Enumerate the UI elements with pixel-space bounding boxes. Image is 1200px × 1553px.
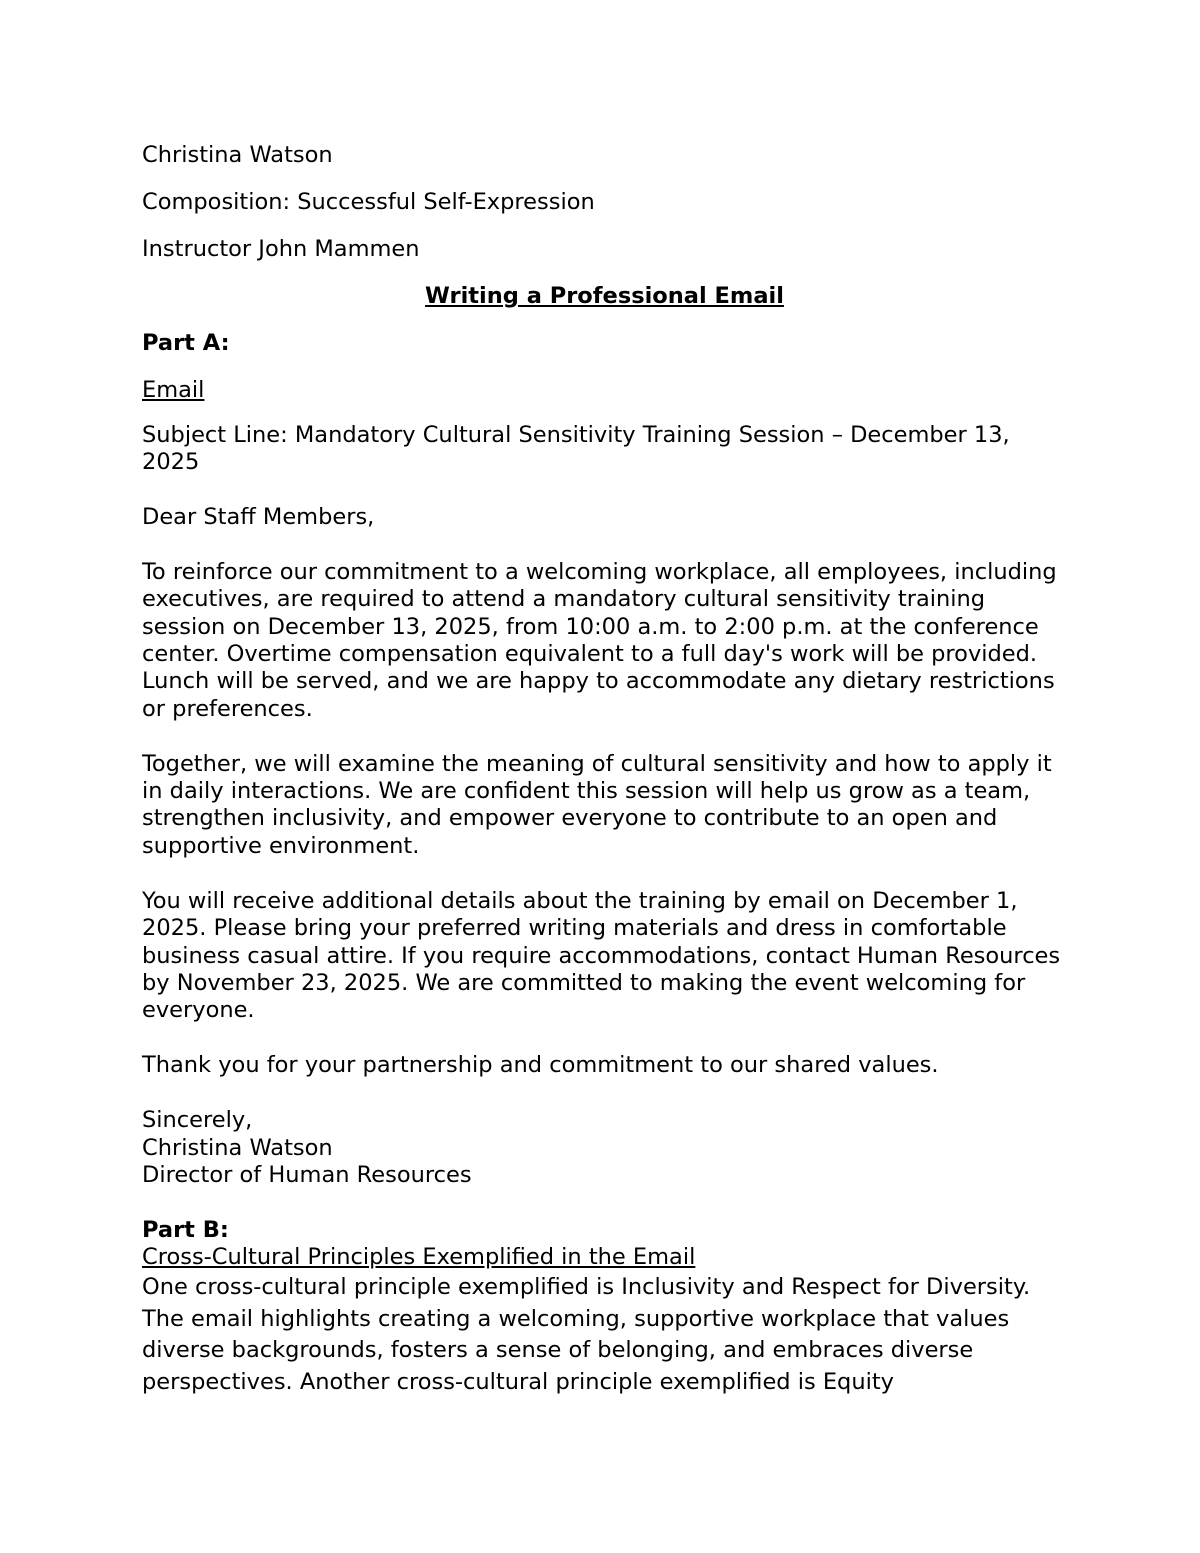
email-paragraph: Thank you for your partnership and commitment to our shared values.: [142, 1052, 939, 1079]
greeting: Dear Staff Members,: [142, 503, 375, 530]
instructor-name: Instructor John Mammen: [142, 236, 420, 262]
closing: Sincerely,: [142, 1107, 253, 1134]
signer-name: Christina Watson: [142, 1134, 333, 1161]
email-paragraph: You will receive additional details about the training by email on December 1, 2025. Please bring your preferred writing materials and dress in comfortable business casual attire. If you require accommodations, contact Human Resources by November 23, 2025. We are committed to making the event welcoming for everyone.: [142, 887, 1061, 1024]
email-paragraph: To reinforce our commitment to a welcoming workplace, all employees, including executives, are required to attend a mandatory cultural sensitivity training session on December 13, 2025, from 10:00 a.m. to 2:00 p.m. at the conference center. Overtime compensation equivalent to a full day's work will be provided. Lunch will be served, and we are happy to accommodate any dietary restrictions or preferences.: [142, 558, 1057, 722]
part-b-label: Part B:: [142, 1216, 229, 1243]
author-name: Christina Watson: [142, 142, 333, 168]
part-b-body: One cross-cultural principle exemplified is Inclusivity and Respect for Diversity. The email highlights creating a welcoming, supportive workplace that values diverse backgrounds, fosters a sense of belonging, and embraces diverse perspectives. Another cross-cultural principle exemplified is Equity: [142, 1273, 1031, 1396]
email-label: Email: [142, 377, 205, 403]
signer-title: Director of Human Resources: [142, 1162, 472, 1189]
document-content: [142, 140, 1067, 1399]
document-title: Writing a Professional Email: [425, 283, 784, 309]
email-paragraph: Together, we will examine the meaning of cultural sensitivity and how to apply it in daily interactions. We are confident this session will help us grow as a team, strengthen inclusivity, and empower everyone to contribute to an open and supportive environment.: [142, 750, 1052, 859]
subject-line: Subject Line: Mandatory Cultural Sensitivity Training Session – December 13, 2025: [142, 422, 1010, 476]
part-a-label: Part A:: [142, 330, 230, 356]
part-b-subheading: Cross-Cultural Principles Exemplified in the Email: [142, 1244, 696, 1271]
course-name: Composition: Successful Self-Expression: [142, 189, 595, 215]
